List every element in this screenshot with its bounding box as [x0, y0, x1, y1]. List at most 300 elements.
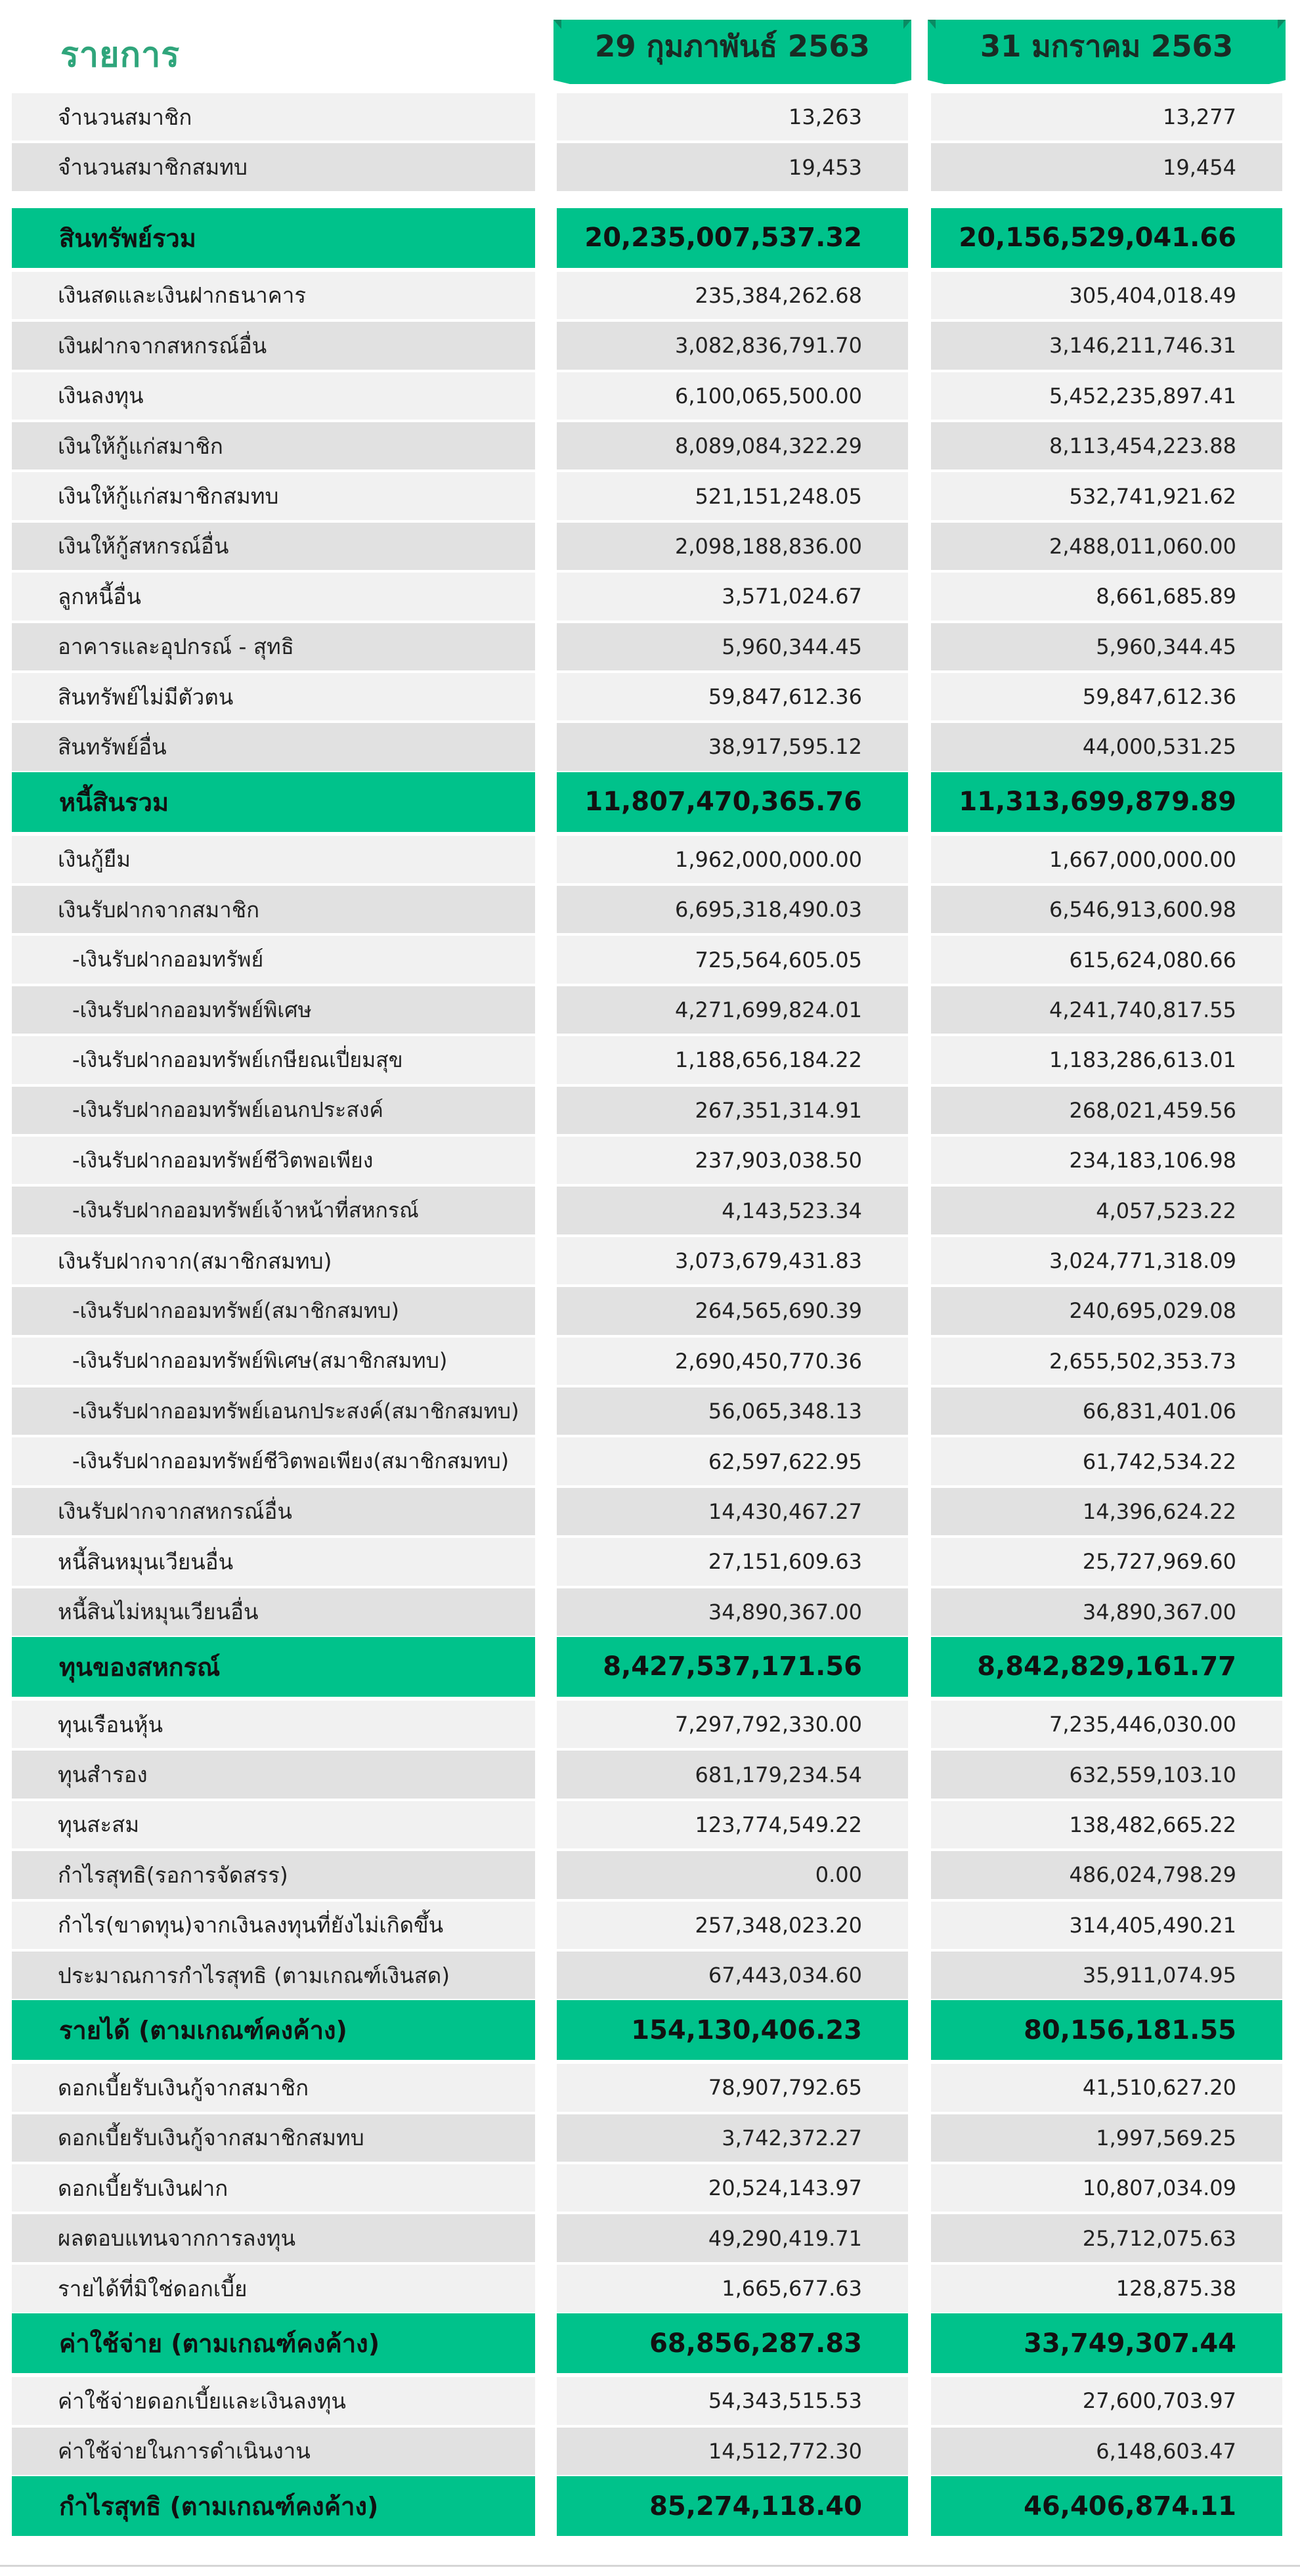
- table-subrow: [0, 1286, 1300, 1336]
- value-feb-2563-cell: [557, 772, 908, 832]
- value-feb-2563-cell: [557, 1637, 908, 1697]
- value-jan-2563: 4,057,523.22: [1096, 1198, 1236, 1223]
- value-jan-2563-cell: [931, 1488, 1282, 1535]
- row-label: ลูกหนี้อื่น: [58, 583, 141, 609]
- value-feb-2563-cell: [557, 1538, 908, 1585]
- row-label: ค่าใช้จ่ายดอกเบี้ยและเงินลงทุน: [58, 2388, 346, 2414]
- value-jan-2563-cell: [931, 1637, 1282, 1697]
- value-jan-2563: 66,831,401.06: [1082, 1399, 1236, 1424]
- value-jan-2563: 3,024,771,318.09: [1049, 1248, 1236, 1273]
- row-label: เงินกู้ยืม: [58, 846, 131, 873]
- value-jan-2563: 33,749,307.44: [1024, 2328, 1236, 2359]
- value-jan-2563: 234,183,106.98: [1069, 1148, 1236, 1173]
- column-header-tab-jan-2563: [928, 20, 1286, 84]
- value-feb-2563-cell: [557, 1338, 908, 1385]
- value-feb-2563: 20,524,143.97: [708, 2175, 862, 2201]
- value-feb-2563: 5,960,344.45: [722, 634, 862, 659]
- value-feb-2563: 78,907,792.65: [708, 2075, 862, 2101]
- value-jan-2563-cell: [931, 1588, 1282, 1636]
- row-label: กำไรสุทธิ(รอการจัดสรร): [58, 1862, 288, 1888]
- table-row: [0, 92, 1300, 142]
- table-row: [0, 571, 1300, 621]
- table-subrow: [0, 1386, 1300, 1436]
- value-jan-2563-cell: [931, 623, 1282, 670]
- row-label-cell: [12, 936, 535, 983]
- value-jan-2563-cell: [931, 272, 1282, 319]
- value-jan-2563-cell: [931, 1338, 1282, 1385]
- value-feb-2563-cell: [557, 1187, 908, 1234]
- value-jan-2563: 41,510,627.20: [1082, 2075, 1236, 2101]
- value-jan-2563: 27,600,703.97: [1082, 2388, 1236, 2414]
- value-feb-2563: 54,343,515.53: [708, 2388, 862, 2414]
- value-feb-2563: 257,348,023.20: [695, 1912, 862, 1938]
- row-label: เงินรับฝากจากสมาชิก: [58, 896, 260, 923]
- row-label: เงินให้กู้สหกรณ์อื่น: [58, 533, 229, 559]
- value-feb-2563-cell: [557, 1437, 908, 1485]
- value-jan-2563-cell: [931, 2313, 1282, 2373]
- table-row: [0, 2113, 1300, 2163]
- value-feb-2563: 1,962,000,000.00: [675, 846, 862, 872]
- value-jan-2563: 1,997,569.25: [1096, 2125, 1236, 2150]
- row-label-cell: [12, 1187, 535, 1234]
- column-header-items: รายการ: [60, 35, 181, 75]
- value-feb-2563-cell: [557, 2476, 908, 2536]
- value-jan-2563-cell: [931, 2064, 1282, 2111]
- value-jan-2563: 128,875.38: [1116, 2276, 1236, 2302]
- value-feb-2563-cell: [557, 2214, 908, 2261]
- table-subrow: [0, 1336, 1300, 1386]
- row-label-cell: [12, 573, 535, 620]
- value-feb-2563: 27,151,609.63: [708, 1549, 862, 1575]
- value-jan-2563-cell: [931, 1851, 1282, 1898]
- value-feb-2563-cell: [557, 623, 908, 670]
- column-header-jan-2563: 31 มกราคม 2563: [980, 29, 1234, 64]
- table-row: [0, 1537, 1300, 1586]
- row-label-cell: [12, 272, 535, 319]
- value-jan-2563: 615,624,080.66: [1069, 947, 1236, 972]
- value-feb-2563-cell: [557, 1801, 908, 1848]
- value-jan-2563-cell: [931, 208, 1282, 268]
- row-label: สินทรัพย์รวม: [59, 223, 196, 253]
- value-feb-2563: 7,297,792,330.00: [675, 1712, 862, 1737]
- value-jan-2563: 34,890,367.00: [1082, 1599, 1236, 1625]
- value-jan-2563-cell: [931, 2214, 1282, 2261]
- value-feb-2563-cell: [557, 523, 908, 570]
- bottom-divider: [0, 2565, 1300, 2567]
- value-feb-2563: 1,665,677.63: [722, 2276, 862, 2302]
- value-feb-2563: 123,774,549.22: [695, 1812, 862, 1837]
- value-feb-2563: 6,695,318,490.03: [675, 897, 862, 923]
- value-feb-2563: 56,065,348.13: [708, 1399, 862, 1424]
- value-jan-2563-cell: [931, 2164, 1282, 2212]
- value-feb-2563-cell: [557, 143, 908, 190]
- row-label-cell: [12, 723, 535, 770]
- value-jan-2563-cell: [931, 2114, 1282, 2162]
- value-jan-2563: 14,396,624.22: [1082, 1498, 1236, 1524]
- value-jan-2563-cell: [931, 523, 1282, 570]
- value-feb-2563-cell: [557, 2428, 908, 2475]
- value-feb-2563-cell: [557, 1036, 908, 1083]
- value-jan-2563-cell: [931, 886, 1282, 933]
- value-jan-2563: 314,405,490.21: [1069, 1912, 1236, 1938]
- column-header-tab-feb-2563: [553, 20, 911, 84]
- value-feb-2563: 49,290,419.71: [708, 2225, 862, 2251]
- value-jan-2563-cell: [931, 1137, 1282, 1184]
- row-label: ทุนของสหกรณ์: [59, 1652, 221, 1682]
- value-jan-2563-cell: [931, 1952, 1282, 1999]
- section-total-row: [0, 2476, 1300, 2536]
- table-row: [0, 320, 1300, 370]
- row-label-cell: [12, 523, 535, 570]
- row-label-cell: [12, 1637, 535, 1697]
- row-label-cell: [12, 2114, 535, 2162]
- value-jan-2563-cell: [931, 836, 1282, 883]
- section-total-row: [0, 208, 1300, 268]
- value-feb-2563-cell: [557, 986, 908, 1034]
- value-jan-2563-cell: [931, 1701, 1282, 1748]
- row-label: ดอกเบี้ยรับเงินฝาก: [58, 2175, 228, 2201]
- value-jan-2563: 19,454: [1163, 154, 1236, 180]
- row-label: หนี้สินไม่หมุนเวียนอื่น: [58, 1599, 259, 1625]
- value-feb-2563: 2,690,450,770.36: [675, 1348, 862, 1374]
- row-label-cell: [12, 886, 535, 933]
- value-jan-2563: 61,742,534.22: [1082, 1449, 1236, 1474]
- value-feb-2563-cell: [557, 472, 908, 519]
- value-feb-2563: 67,443,034.60: [708, 1963, 862, 1988]
- row-label-cell: [12, 1237, 535, 1284]
- value-feb-2563: 3,082,836,791.70: [675, 333, 862, 359]
- row-label-cell: [12, 1287, 535, 1334]
- row-label-cell: [12, 1701, 535, 1748]
- table-subrow: [0, 1436, 1300, 1486]
- row-label-cell: [12, 1338, 535, 1385]
- row-label-cell: [12, 472, 535, 519]
- value-jan-2563-cell: [931, 936, 1282, 983]
- row-label: ค่าใช้จ่ายในการดำเนินงาน: [58, 2438, 311, 2464]
- value-feb-2563: 62,597,622.95: [708, 1449, 862, 1474]
- value-jan-2563-cell: [931, 2265, 1282, 2312]
- row-label-cell: [12, 2214, 535, 2261]
- row-label-cell: [12, 1137, 535, 1184]
- value-jan-2563-cell: [931, 2377, 1282, 2424]
- row-label-cell: [12, 2164, 535, 2212]
- table-subrow: [0, 1185, 1300, 1235]
- table-header: [0, 0, 1300, 89]
- table-row: [0, 2213, 1300, 2263]
- value-feb-2563: 681,179,234.54: [695, 1762, 862, 1787]
- row-label: หนี้สินรวม: [59, 787, 169, 817]
- value-jan-2563: 2,488,011,060.00: [1049, 533, 1236, 559]
- value-jan-2563: 305,404,018.49: [1069, 282, 1236, 308]
- row-label-cell: [12, 2265, 535, 2312]
- value-feb-2563: 59,847,612.36: [708, 684, 862, 710]
- value-feb-2563: 68,856,287.83: [649, 2328, 862, 2359]
- row-label-cell: [12, 1902, 535, 1949]
- value-jan-2563-cell: [931, 2428, 1282, 2475]
- value-feb-2563: 725,564,605.05: [695, 947, 862, 972]
- row-label: รายได้ (ตามเกณฑ์คงค้าง): [59, 2016, 347, 2045]
- value-feb-2563: 4,271,699,824.01: [675, 997, 862, 1023]
- value-jan-2563: 6,148,603.47: [1096, 2438, 1236, 2464]
- value-feb-2563-cell: [557, 1902, 908, 1949]
- row-label-cell: [12, 2476, 535, 2536]
- value-feb-2563-cell: [557, 1287, 908, 1334]
- section-total-row: [0, 772, 1300, 832]
- row-label: หนี้สินหมุนเวียนอื่น: [58, 1548, 234, 1575]
- value-feb-2563-cell: [557, 2000, 908, 2060]
- value-jan-2563: 3,146,211,746.31: [1049, 333, 1236, 359]
- value-jan-2563-cell: [931, 1287, 1282, 1334]
- value-feb-2563: 13,263: [789, 104, 862, 130]
- value-jan-2563: 2,655,502,353.73: [1049, 1348, 1236, 1374]
- row-label: ค่าใช้จ่าย (ตามเกณฑ์คงค้าง): [59, 2329, 380, 2359]
- row-label-cell: [12, 772, 535, 832]
- row-label-cell: [12, 208, 535, 268]
- row-label: สินทรัพย์อื่น: [58, 733, 167, 760]
- value-jan-2563: 80,156,181.55: [1024, 2015, 1236, 2045]
- value-feb-2563-cell: [557, 886, 908, 933]
- row-label: เงินลงทุน: [58, 383, 144, 409]
- value-feb-2563-cell: [557, 272, 908, 319]
- table-subrow: [0, 1085, 1300, 1135]
- section-total-row: [0, 2000, 1300, 2060]
- value-feb-2563-cell: [557, 208, 908, 268]
- row-label-cell: [12, 2064, 535, 2111]
- row-label: อาคารและอุปกรณ์ - สุทธิ: [58, 634, 294, 660]
- value-feb-2563-cell: [557, 2313, 908, 2373]
- row-label: เงินให้กู้แก่สมาชิกสมทบ: [58, 483, 279, 510]
- value-feb-2563-cell: [557, 372, 908, 420]
- value-feb-2563-cell: [557, 1137, 908, 1184]
- value-jan-2563-cell: [931, 573, 1282, 620]
- row-label: รายได้ที่มิใช่ดอกเบี้ย: [58, 2275, 248, 2302]
- row-label: ทุนสำรอง: [58, 1762, 148, 1788]
- value-jan-2563-cell: [931, 1187, 1282, 1234]
- value-jan-2563: 25,712,075.63: [1082, 2225, 1236, 2251]
- table-row: [0, 884, 1300, 934]
- table-row: [0, 2063, 1300, 2112]
- financial-table: [0, 92, 1300, 2536]
- value-jan-2563: 4,241,740,817.55: [1049, 997, 1236, 1023]
- value-feb-2563-cell: [557, 2164, 908, 2212]
- row-label: -เงินรับฝากออมทรัพย์: [72, 947, 264, 972]
- row-label: เงินรับฝากจาก(สมาชิกสมทบ): [58, 1248, 332, 1274]
- value-feb-2563-cell: [557, 422, 908, 469]
- value-jan-2563-cell: [931, 673, 1282, 720]
- row-label-cell: [12, 2428, 535, 2475]
- row-label-cell: [12, 372, 535, 420]
- row-label-cell: [12, 422, 535, 469]
- value-feb-2563-cell: [557, 836, 908, 883]
- value-jan-2563: 25,727,969.60: [1082, 1549, 1236, 1575]
- value-jan-2563-cell: [931, 1087, 1282, 1134]
- table-row: [0, 142, 1300, 192]
- value-jan-2563-cell: [931, 422, 1282, 469]
- value-jan-2563-cell: [931, 93, 1282, 141]
- value-feb-2563: 3,742,372.27: [722, 2125, 862, 2150]
- table-row: [0, 1900, 1300, 1950]
- value-jan-2563-cell: [931, 322, 1282, 369]
- value-jan-2563: 8,842,829,161.77: [977, 1651, 1236, 1682]
- row-label-cell: [12, 673, 535, 720]
- value-feb-2563-cell: [557, 1952, 908, 1999]
- value-feb-2563: 85,274,118.40: [649, 2491, 862, 2521]
- row-label-cell: [12, 143, 535, 190]
- table-row: [0, 421, 1300, 471]
- value-feb-2563: 267,351,314.91: [695, 1097, 862, 1123]
- value-jan-2563: 8,661,685.89: [1096, 584, 1236, 609]
- table-row: [0, 1699, 1300, 1749]
- table-subrow: [0, 985, 1300, 1035]
- row-label: เงินสดและเงินฝากธนาคาร: [58, 282, 307, 309]
- table-row: [0, 2263, 1300, 2313]
- table-row: [0, 722, 1300, 772]
- table-row: [0, 835, 1300, 884]
- row-label-cell: [12, 836, 535, 883]
- row-label: ประมาณการกำไรสุทธิ (ตามเกณฑ์เงินสด): [58, 1962, 450, 1988]
- table-row: [0, 271, 1300, 320]
- row-label: -เงินรับฝากออมทรัพย์พิเศษ: [72, 997, 312, 1022]
- table-row: [0, 521, 1300, 571]
- row-label: -เงินรับฝากออมทรัพย์เจ้าหน้าที่สหกรณ์: [72, 1198, 419, 1223]
- value-feb-2563: 19,453: [789, 154, 862, 180]
- row-label: ผลตอบแทนจากการลงทุน: [58, 2225, 296, 2252]
- value-feb-2563: 3,073,679,431.83: [675, 1248, 862, 1273]
- section-total-row: [0, 2313, 1300, 2373]
- value-jan-2563-cell: [931, 2476, 1282, 2536]
- value-feb-2563-cell: [557, 673, 908, 720]
- row-label: -เงินรับฝากออมทรัพย์ชีวิตพอเพียง: [72, 1147, 374, 1173]
- row-label: เงินฝากจากสหกรณ์อื่น: [58, 332, 267, 359]
- row-label: สินทรัพย์ไม่มีตัวตน: [58, 684, 234, 710]
- row-label-cell: [12, 1087, 535, 1134]
- table-row: [0, 1487, 1300, 1537]
- value-feb-2563-cell: [557, 1237, 908, 1284]
- value-feb-2563: 521,151,248.05: [695, 483, 862, 509]
- row-label: เงินรับฝากจากสหกรณ์อื่น: [58, 1498, 292, 1525]
- row-label: เงินให้กู้แก่สมาชิก: [58, 433, 223, 459]
- value-feb-2563: 38,917,595.12: [708, 734, 862, 760]
- table-row: [0, 672, 1300, 722]
- value-feb-2563-cell: [557, 1751, 908, 1798]
- table-subrow: [0, 1135, 1300, 1185]
- row-label-cell: [12, 322, 535, 369]
- value-feb-2563: 20,235,007,537.32: [584, 223, 862, 253]
- value-feb-2563: 8,427,537,171.56: [603, 1651, 862, 1682]
- value-jan-2563: 11,313,699,879.89: [959, 787, 1236, 818]
- row-label: กำไร(ขาดทุน)จากเงินลงทุนที่ยังไม่เกิดขึ้น: [58, 1912, 444, 1938]
- value-feb-2563: 34,890,367.00: [708, 1599, 862, 1625]
- row-label: -เงินรับฝากออมทรัพย์เกษียณเปี่ยมสุข: [72, 1047, 403, 1072]
- row-label-cell: [12, 1488, 535, 1535]
- value-feb-2563-cell: [557, 1588, 908, 1636]
- row-label-cell: [12, 986, 535, 1034]
- row-label-cell: [12, 623, 535, 670]
- value-feb-2563: 237,903,038.50: [695, 1148, 862, 1173]
- value-feb-2563-cell: [557, 2064, 908, 2111]
- value-feb-2563-cell: [557, 322, 908, 369]
- row-label-cell: [12, 1751, 535, 1798]
- row-label-cell: [12, 2377, 535, 2424]
- table-row: [0, 2426, 1300, 2476]
- value-feb-2563-cell: [557, 1387, 908, 1435]
- value-feb-2563: 14,430,467.27: [708, 1498, 862, 1524]
- value-jan-2563-cell: [931, 1801, 1282, 1848]
- value-jan-2563: 8,113,454,223.88: [1049, 433, 1236, 459]
- row-label: -เงินรับฝากออมทรัพย์พิเศษ(สมาชิกสมทบ): [72, 1348, 448, 1374]
- row-label-cell: [12, 1588, 535, 1636]
- value-feb-2563-cell: [557, 2265, 908, 2312]
- table-row: [0, 1950, 1300, 2000]
- row-label-cell: [12, 1851, 535, 1898]
- table-row: [0, 2163, 1300, 2213]
- row-label-cell: [12, 1952, 535, 1999]
- value-feb-2563: 0.00: [815, 1862, 862, 1888]
- value-jan-2563: 138,482,665.22: [1069, 1812, 1236, 1837]
- row-label: -เงินรับฝากออมทรัพย์เอนกประสงค์: [72, 1097, 383, 1123]
- value-jan-2563-cell: [931, 1437, 1282, 1485]
- row-label: -เงินรับฝากออมทรัพย์ชีวิตพอเพียง(สมาชิกสมทบ): [72, 1449, 509, 1474]
- table-row: [0, 2376, 1300, 2426]
- row-label: กำไรสุทธิ (ตามเกณฑ์คงค้าง): [59, 2492, 379, 2521]
- value-jan-2563-cell: [931, 986, 1282, 1034]
- value-jan-2563: 1,667,000,000.00: [1049, 846, 1236, 872]
- value-feb-2563: 3,571,024.67: [722, 584, 862, 609]
- value-jan-2563: 10,807,034.09: [1082, 2175, 1236, 2201]
- value-jan-2563: 5,452,235,897.41: [1049, 383, 1236, 408]
- value-jan-2563: 632,559,103.10: [1069, 1762, 1236, 1787]
- value-feb-2563: 14,512,772.30: [708, 2438, 862, 2464]
- value-jan-2563-cell: [931, 143, 1282, 190]
- value-jan-2563: 1,183,286,613.01: [1049, 1047, 1236, 1073]
- table-row: [0, 1850, 1300, 1900]
- row-label-cell: [12, 1437, 535, 1485]
- row-label-cell: [12, 1538, 535, 1585]
- value-feb-2563-cell: [557, 1488, 908, 1535]
- value-feb-2563: 235,384,262.68: [695, 282, 862, 308]
- value-feb-2563: 8,089,084,322.29: [675, 433, 862, 459]
- column-header-feb-2563: 29 กุมภาพันธ์ 2563: [595, 29, 870, 64]
- row-label-cell: [12, 1801, 535, 1848]
- value-feb-2563-cell: [557, 723, 908, 770]
- value-feb-2563: 11,807,470,365.76: [584, 787, 862, 818]
- row-label: ดอกเบี้ยรับเงินกู้จากสมาชิก: [58, 2074, 309, 2101]
- row-label: จำนวนสมาชิก: [58, 104, 192, 130]
- value-jan-2563-cell: [931, 1387, 1282, 1435]
- table-row: [0, 1587, 1300, 1637]
- value-jan-2563-cell: [931, 372, 1282, 420]
- value-feb-2563-cell: [557, 2114, 908, 2162]
- value-jan-2563: 46,406,874.11: [1024, 2491, 1236, 2521]
- value-feb-2563-cell: [557, 936, 908, 983]
- row-label: -เงินรับฝากออมทรัพย์(สมาชิกสมทบ): [72, 1298, 399, 1323]
- value-jan-2563-cell: [931, 723, 1282, 770]
- row-label: จำนวนสมาชิกสมทบ: [58, 154, 248, 181]
- table-row: [0, 1749, 1300, 1799]
- table-row: [0, 371, 1300, 421]
- row-label-cell: [12, 2313, 535, 2373]
- row-label: -เงินรับฝากออมทรัพย์เอนกประสงค์(สมาชิกสมทบ): [72, 1398, 519, 1424]
- value-jan-2563: 532,741,921.62: [1069, 483, 1236, 509]
- table-subrow: [0, 934, 1300, 984]
- value-feb-2563: 154,130,406.23: [631, 2015, 862, 2045]
- value-jan-2563: 268,021,459.56: [1069, 1097, 1236, 1123]
- value-jan-2563-cell: [931, 1902, 1282, 1949]
- value-jan-2563-cell: [931, 1036, 1282, 1083]
- value-feb-2563: 264,565,690.39: [695, 1298, 862, 1324]
- row-label-cell: [12, 1387, 535, 1435]
- row-label: ทุนเรือนหุ้น: [58, 1711, 163, 1737]
